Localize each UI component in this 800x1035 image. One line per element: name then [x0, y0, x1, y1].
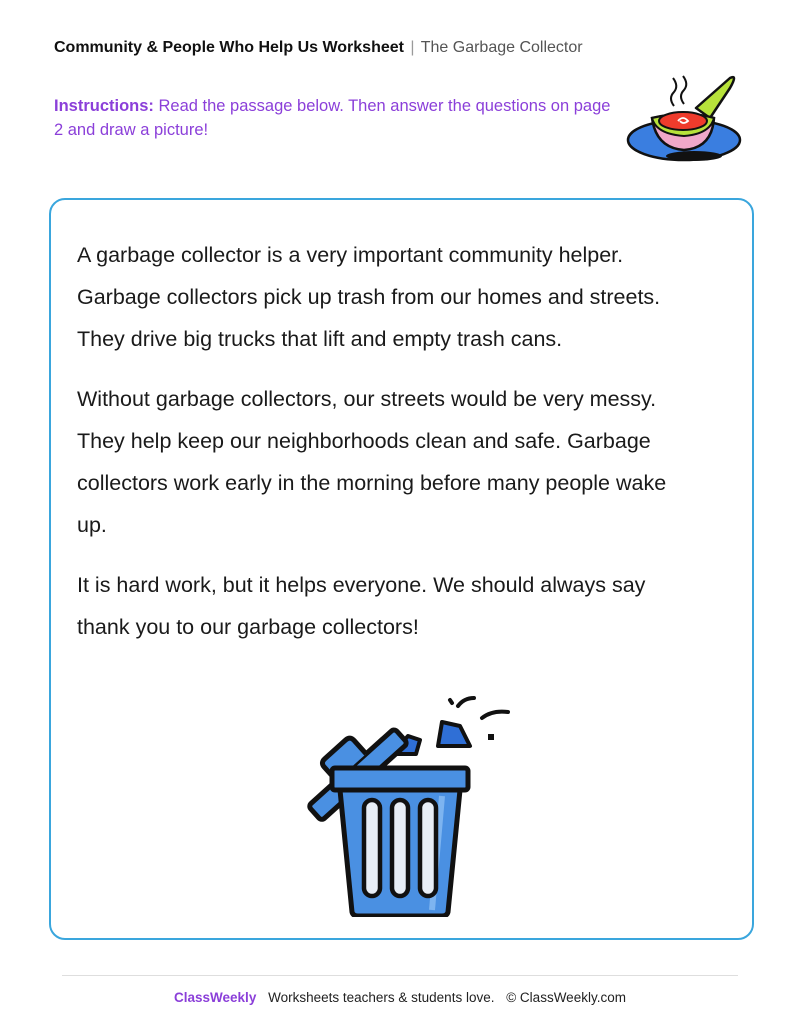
- footer: [0, 989, 800, 1007]
- passage-paragraph-2: Without garbage collectors, our streets would be very messy. They help keep our neighborhoods clean and safe. Garbage collectors work early in the morning before many people wake up.: [77, 387, 667, 537]
- passage-paragraph-1: A garbage collector is a very important community helper. Garbage collectors pick up trash from our homes and streets. They drive big trucks that lift and empty trash cans.: [77, 243, 661, 351]
- instructions-label: Instructions:: [54, 97, 154, 115]
- footer-brand: ClassWeekly: [174, 990, 257, 1005]
- worksheet-header: [54, 38, 583, 58]
- passage-paragraph-3: It is hard work, but it helps everyone. We should always say thank you to our garbage collectors!: [77, 573, 646, 639]
- worksheet-title: Community & People Who Help Us Worksheet: [54, 39, 404, 56]
- reading-passage: [77, 234, 687, 666]
- title-separator: |: [410, 39, 415, 56]
- instructions-text: Read the passage below. Then answer the questions on page 2 and draw a picture!: [54, 97, 611, 139]
- footer-copyright: © ClassWeekly.com: [506, 990, 626, 1005]
- instructions: [54, 94, 614, 142]
- worksheet-subtitle: The Garbage Collector: [420, 39, 583, 56]
- trash-can-icon: [292, 692, 517, 917]
- footer-tagline: Worksheets teachers & students love.: [268, 990, 495, 1005]
- soup-bowl-icon: [626, 70, 748, 174]
- footer-divider: [62, 975, 738, 976]
